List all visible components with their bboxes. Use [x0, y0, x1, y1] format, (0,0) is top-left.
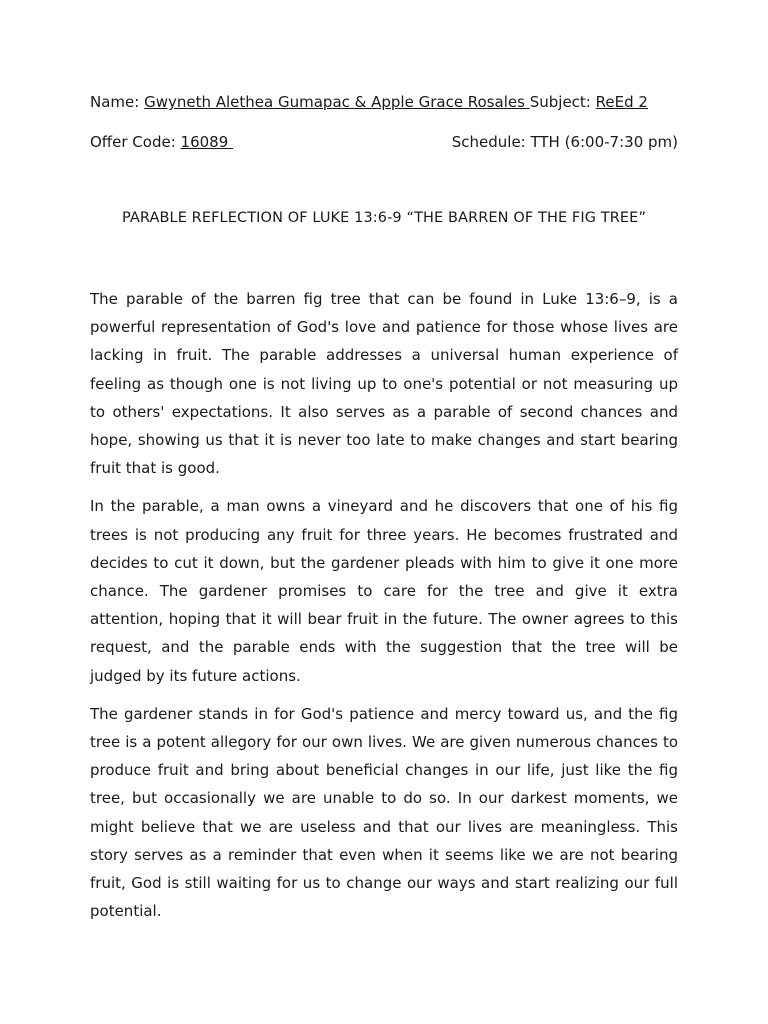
paragraph-3: The gardener stands in for God's patience and mercy toward us, and the fig tree is a potent allegory for our own lives. We are given numerous chances to produce fruit and bring about beneficial changes in our life, just like the fig tree, but occasionally we are unable to do so. In our darkest moments, we might believe that we are useless and that our lives are meaningless. This story serves as a reminder that even when it seems like we are not bearing fruit, God is still waiting for us to change our ways and start realizing our full potential. [90, 704, 678, 921]
document-body [90, 285, 678, 935]
name-subject-line [90, 92, 678, 112]
offer-code-value: 16089 [180, 133, 234, 151]
subject-value: ReEd 2 [595, 93, 648, 111]
paragraph-2: In the parable, a man owns a vineyard and he discovers that one of his fig trees is not producing any fruit for three years. He becomes frustrated and decides to cut it down, but the gardener pleads with him to give it one more chance. The gardener promises to care for the tree and give it extra attention, hoping that it will bear fruit in the future. The owner agrees to this request, and the parable ends with the suggestion that the tree will be judged by its future actions. [90, 497, 678, 685]
name-value: Gwyneth Alethea Gumapac & Apple Grace Rosales [144, 93, 530, 111]
document-title: PARABLE REFLECTION OF LUKE 13:6-9 “THE BARREN OF THE FIG TREE” [121, 210, 647, 226]
name-label: Name: [90, 93, 140, 111]
offer-code-label: Offer Code: [90, 133, 176, 151]
schedule-text: Schedule: TTH (6:00-7:30 pm) [451, 133, 678, 151]
subject-label: Subject: [529, 93, 591, 111]
offer-schedule-line [90, 132, 678, 152]
paragraph-1: The parable of the barren fig tree that can be found in Luke 13:6–9, is a powerful representation of God's love and patience for those whose lives are lacking in fruit. The parable addresses a universal human experience of feeling as though one is not living up to one's potential or not measuring up to others' expectations. It also serves as a parable of second chances and hope, showing us that it is never too late to make changes and start bearing fruit that is good. [90, 290, 678, 478]
